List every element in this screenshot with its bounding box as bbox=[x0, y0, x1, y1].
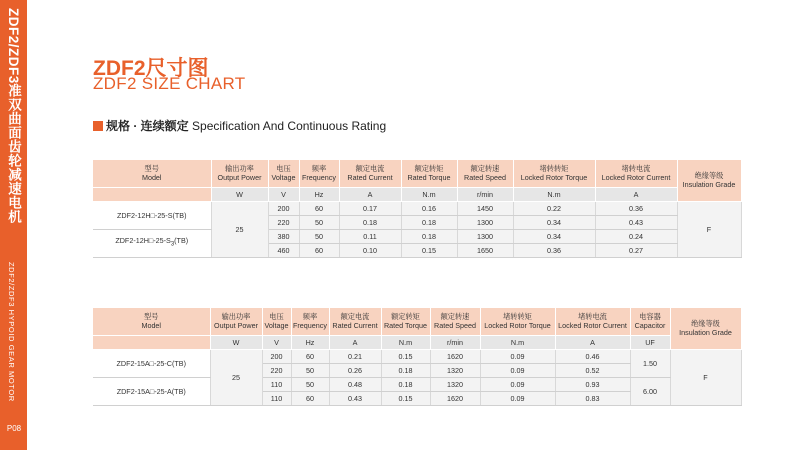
page-number: P08 bbox=[6, 424, 22, 433]
model-cell bbox=[93, 201, 211, 229]
data-cell: 110 bbox=[262, 391, 291, 405]
model-subscript: 3 bbox=[170, 241, 175, 248]
header-label-cn: 绝缘等级 bbox=[691, 319, 720, 329]
header-label-en: Model bbox=[141, 173, 162, 183]
unit-cell: Hz bbox=[299, 187, 339, 201]
data-cell: 1320 bbox=[430, 363, 480, 377]
data-cell: 50 bbox=[299, 229, 339, 243]
data-cell: 0.21 bbox=[329, 349, 381, 363]
data-cell: 0.18 bbox=[401, 215, 457, 229]
header-label-cn: 频率 bbox=[302, 312, 318, 322]
data-cell: 0.17 bbox=[339, 201, 401, 215]
spec-table-2 bbox=[93, 308, 742, 406]
data-cell: 0.15 bbox=[381, 391, 430, 405]
data-cell: 0.15 bbox=[401, 243, 457, 257]
header-label-en: Frequency bbox=[293, 321, 327, 331]
header-power bbox=[211, 160, 268, 187]
header-label-cn: 电压 bbox=[276, 164, 291, 174]
data-cell: 0.18 bbox=[381, 363, 430, 377]
unit-cell: r/min bbox=[430, 335, 480, 349]
section-heading bbox=[93, 117, 386, 134]
header-torque bbox=[381, 308, 430, 335]
header-label-cn: 额定转速 bbox=[440, 312, 470, 322]
unit-cell: W bbox=[210, 335, 262, 349]
header-label-cn: 型号 bbox=[144, 312, 159, 322]
table-row bbox=[93, 201, 741, 215]
data-cell: 1300 bbox=[457, 215, 513, 229]
page-title-cn: ZDF2尺寸图 bbox=[93, 57, 209, 80]
data-cell: 50 bbox=[299, 215, 339, 229]
data-cell: 0.24 bbox=[595, 229, 677, 243]
unit-cell: N.m bbox=[480, 335, 555, 349]
data-cell: 0.34 bbox=[513, 215, 595, 229]
data-cell: 1620 bbox=[430, 391, 480, 405]
data-cell: 0.15 bbox=[381, 349, 430, 363]
model-name: ZDF2-12H□-25-S(TB) bbox=[117, 210, 187, 220]
data-cell: 0.36 bbox=[595, 201, 677, 215]
header-label-cn: 型号 bbox=[144, 164, 159, 174]
header-label-en: Capacitor bbox=[634, 321, 666, 331]
table-row bbox=[93, 377, 741, 391]
data-cell: 460 bbox=[268, 243, 299, 257]
data-cell: 0.18 bbox=[401, 229, 457, 243]
section-title-cn: 规格 · 连续额定 bbox=[106, 119, 189, 133]
model-suffix: (TB) bbox=[174, 236, 189, 246]
header-capacitor bbox=[630, 308, 670, 335]
table-header-row bbox=[93, 160, 741, 187]
data-cell: 0.27 bbox=[595, 243, 677, 257]
unit-cell: UF bbox=[630, 335, 670, 349]
unit-cell: N.m bbox=[381, 335, 430, 349]
insulation-cell: F bbox=[670, 349, 741, 405]
table-row bbox=[93, 349, 741, 363]
data-cell: 0.09 bbox=[480, 349, 555, 363]
unit-cell: A bbox=[595, 187, 677, 201]
model-cell: ZDF2-15A□-25-C(TB) bbox=[93, 349, 210, 377]
header-model bbox=[93, 160, 211, 187]
header-lr-torque bbox=[513, 160, 595, 187]
data-cell: 50 bbox=[291, 363, 329, 377]
unit-cell: A bbox=[329, 335, 381, 349]
unit-cell-model bbox=[93, 335, 210, 349]
header-power bbox=[210, 308, 262, 335]
header-label-cn: 额定电流 bbox=[355, 164, 385, 174]
data-cell: 0.09 bbox=[480, 363, 555, 377]
data-cell: 0.26 bbox=[329, 363, 381, 377]
unit-cell: Hz bbox=[291, 335, 329, 349]
unit-cell: A bbox=[339, 187, 401, 201]
header-label-en: Locked Rotor Current bbox=[601, 173, 671, 183]
unit-cell: W bbox=[211, 187, 268, 201]
section-title-en: Specification And Continuous Rating bbox=[192, 119, 387, 133]
data-cell: 1300 bbox=[457, 229, 513, 243]
header-label-cn: 堵转电流 bbox=[578, 312, 607, 322]
data-cell: 0.22 bbox=[513, 201, 595, 215]
header-insulation bbox=[670, 308, 741, 349]
header-label-en: Rated Current bbox=[332, 321, 378, 331]
header-insulation bbox=[677, 160, 741, 201]
header-label-cn: 绝缘等级 bbox=[694, 171, 724, 181]
header-label-cn: 电压 bbox=[269, 312, 284, 322]
table-row bbox=[93, 229, 741, 243]
data-cell: 0.43 bbox=[595, 215, 677, 229]
unit-cell: A bbox=[555, 335, 630, 349]
data-cell: 0.18 bbox=[381, 377, 430, 391]
header-label-cn: 额定转矩 bbox=[391, 312, 420, 322]
data-cell: 200 bbox=[268, 201, 299, 215]
header-lr-current bbox=[595, 160, 677, 187]
unit-cell: N.m bbox=[513, 187, 595, 201]
data-cell: 0.93 bbox=[555, 377, 630, 391]
unit-cell: V bbox=[262, 335, 291, 349]
data-cell: 0.52 bbox=[555, 363, 630, 377]
data-cell: 0.48 bbox=[329, 377, 381, 391]
spec-table-1 bbox=[93, 160, 742, 258]
data-cell: 0.09 bbox=[480, 391, 555, 405]
header-label-cn: 额定电流 bbox=[340, 312, 370, 322]
table-header-row bbox=[93, 308, 741, 335]
header-label-en: Locked Rotor Torque bbox=[520, 173, 588, 183]
table-unit-row bbox=[93, 335, 741, 349]
data-cell: 0.34 bbox=[513, 229, 595, 243]
data-cell: 1650 bbox=[457, 243, 513, 257]
page-title-en: ZDF2 SIZE CHART bbox=[93, 74, 246, 93]
header-label-cn: 堵转电流 bbox=[621, 164, 651, 174]
insulation-cell: F bbox=[677, 201, 741, 257]
header-label-en: Rated Torque bbox=[407, 173, 451, 183]
header-label-en: Insulation Grade bbox=[682, 180, 736, 190]
header-label-en: Voltage bbox=[271, 173, 296, 183]
model-name: ZDF2-12H□-25-S bbox=[115, 236, 171, 246]
data-cell: 0.18 bbox=[339, 215, 401, 229]
header-voltage bbox=[262, 308, 291, 335]
data-cell: 1320 bbox=[430, 377, 480, 391]
data-cell: 60 bbox=[291, 349, 329, 363]
data-cell: 60 bbox=[291, 391, 329, 405]
header-label-en: Rated Speed bbox=[434, 321, 476, 331]
header-label-en: Insulation Grade bbox=[679, 328, 732, 338]
unit-cell: N.m bbox=[401, 187, 457, 201]
header-label-cn: 额定转速 bbox=[470, 164, 500, 174]
power-cell: 25 bbox=[210, 349, 262, 405]
data-cell: 1450 bbox=[457, 201, 513, 215]
header-label-en: Rated Torque bbox=[383, 321, 428, 331]
data-cell: 1620 bbox=[430, 349, 480, 363]
header-label-en: Rated Speed bbox=[464, 173, 506, 183]
header-label-cn: 堵转转矩 bbox=[539, 164, 569, 174]
data-cell: 60 bbox=[299, 201, 339, 215]
model-cell: ZDF2-15A□-25-A(TB) bbox=[93, 377, 210, 405]
unit-cell: r/min bbox=[457, 187, 513, 201]
unit-cell: V bbox=[268, 187, 299, 201]
header-speed bbox=[430, 308, 480, 335]
header-label-cn: 输出功率 bbox=[225, 164, 254, 174]
data-cell: 50 bbox=[291, 377, 329, 391]
header-label-cn: 输出功率 bbox=[221, 312, 251, 322]
data-cell: 110 bbox=[262, 377, 291, 391]
header-label-cn: 电容器 bbox=[639, 312, 661, 322]
data-cell: 0.43 bbox=[329, 391, 381, 405]
header-label-en: Frequency bbox=[302, 173, 336, 183]
unit-cell-model bbox=[93, 187, 211, 201]
data-cell: 0.16 bbox=[401, 201, 457, 215]
header-label-en: Voltage bbox=[264, 321, 289, 331]
header-label-cn: 频率 bbox=[311, 164, 327, 174]
data-cell: 60 bbox=[299, 243, 339, 257]
header-model bbox=[93, 308, 210, 335]
data-cell: 0.10 bbox=[339, 243, 401, 257]
header-label-en: Model bbox=[141, 321, 162, 331]
sidebar-title-en: ZDF2/ZDF3 HYPOID GEAR MOTOR bbox=[7, 262, 16, 402]
header-lr-current bbox=[555, 308, 630, 335]
header-speed bbox=[457, 160, 513, 187]
sidebar bbox=[0, 0, 27, 450]
header-label-cn: 额定转矩 bbox=[414, 164, 444, 174]
header-voltage bbox=[268, 160, 299, 187]
data-cell: 0.09 bbox=[480, 377, 555, 391]
header-frequency bbox=[299, 160, 339, 187]
header-current bbox=[339, 160, 401, 187]
header-label-en: Rated Current bbox=[347, 173, 393, 183]
header-label-cn: 堵转转矩 bbox=[503, 312, 532, 322]
data-cell: 0.46 bbox=[555, 349, 630, 363]
header-label-en: Output Power bbox=[214, 321, 258, 331]
header-torque bbox=[401, 160, 457, 187]
data-cell: 0.83 bbox=[555, 391, 630, 405]
header-label-en: Output Power bbox=[217, 173, 262, 183]
header-label-en: Locked Rotor Current bbox=[558, 321, 627, 331]
power-cell: 25 bbox=[211, 201, 268, 257]
header-current bbox=[329, 308, 381, 335]
data-cell: 0.36 bbox=[513, 243, 595, 257]
capacitor-cell: 1.50 bbox=[630, 349, 670, 377]
model-cell bbox=[93, 229, 211, 257]
header-label-en: Locked Rotor Torque bbox=[484, 321, 551, 331]
data-cell: 200 bbox=[262, 349, 291, 363]
sidebar-title-cn: ZDF2/ZDF3准双曲面齿轮减速电机 bbox=[6, 8, 21, 224]
data-cell: 380 bbox=[268, 229, 299, 243]
data-cell: 0.11 bbox=[339, 229, 401, 243]
section-square-icon bbox=[93, 121, 103, 131]
capacitor-cell: 6.00 bbox=[630, 377, 670, 405]
header-frequency bbox=[291, 308, 329, 335]
data-cell: 220 bbox=[262, 363, 291, 377]
table-unit-row bbox=[93, 187, 741, 201]
header-lr-torque bbox=[480, 308, 555, 335]
data-cell: 220 bbox=[268, 215, 299, 229]
